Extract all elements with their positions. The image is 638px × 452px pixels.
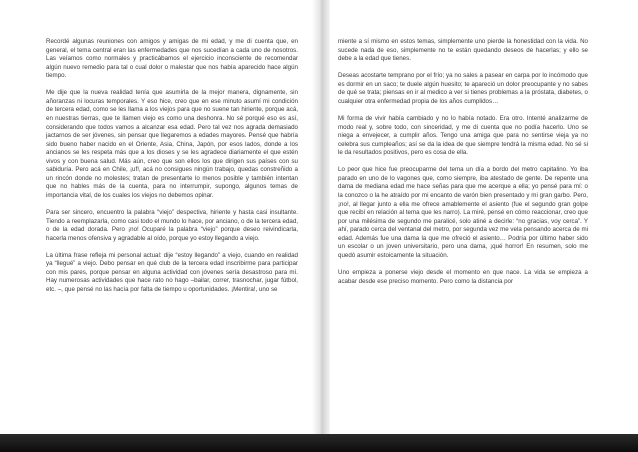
left-page: [46, 38, 298, 303]
paragraph: Uno empieza a ponerse viejo desde el momento en que nace. La vida se empieza a acabar desde ese preciso momento. Pero como la distancia por: [338, 268, 588, 285]
scan-bottom-edge: [0, 434, 638, 452]
paragraph: Para ser sincero, encuentro la palabra “viejo” despectiva, hiriente y hasta casi insultante. Tiendo a reemplazarla, como casi todo el mundo lo hace, por anciano, o de la tercera edad, o de la edad dorada. Pero ¡no! Ocuparé la palabra “viejo” porque deseo reivindicarla, hacerla menos ofensiva y agradable al oído, porque yo estoy llegando a viejo.: [46, 209, 298, 242]
paragraph: miente a sí mismo en estos temas, simplemente uno pierde la honestidad con la vida. No sucede nada de eso, simplemente no te están quedando deseos de hacerlas; y ello se debe a la edad que tienes.: [338, 38, 588, 63]
paragraph: Mi forma de vivir había cambiado y no lo había notado. Era otro. Intenté analizarme de modo real y, sobre todo, con sinceridad, y me di cuenta que no podía hacerlo. Uno se niega a envejecer, a cumplir años. Tengo una amiga que para no sentirse vieja ya no celebra sus cumpleaños; así se da la idea de que siempre tendrá la misma edad. No sé si le da resultados positivos, pero es cosa de ella.: [338, 115, 588, 157]
paragraph: Deseas acostarte temprano por el frío; ya no sales a pasear en carpa por lo incómodo que es dormir en un saco; te duele algún huesito; te apareció un dolor preocupante y no sabes de qué se trata; piensas en ir al medico a ver si tienes problemas a la próstata, diabetes, o cualquier otra enfermedad propia de los años cumplidos…: [338, 72, 588, 105]
paragraph: Recordé algunas reuniones con amigos y amigas de mi edad, y me di cuenta que, en general, el tema central eran las enfermedades que nos sucedían a cada uno de nosotros. Las veíamos como normales y practicábamos el ejercicio inconsciente de recomendar algún nuevo remedio para tal o cual dolor o malestar que nos había aparecido hace algún tiempo.: [46, 38, 298, 80]
right-page: [338, 38, 588, 295]
book-gutter: [312, 0, 330, 452]
paragraph: Lo peor que hice fue preocuparme del tema un día a bordo del metro capitalino. Yo iba parado en uno de lo vagones que, como siempre, iba atestado de gente. De repente una dama de mediana edad me hace señas para que me acerque a ella; yo pensé para mí: o la conozco o la he atraído por mi encanto de varón bien presentado y mi gran garbo. Pero, ¡no!, al llegar junto a ella me ofrece amablemente el asiento (fue el segundo gran golpe que recibí en relación al tema que les narro). La miré, pensé en cómo reaccionar, creo que por una milésima de segundo me paralicé, solo atiné a decirle: “no gracias, voy cerca”. Y ahí, parado cerca del ventanal del metro, por segunda vez me vela pensando acerca de mi edad. Además fue una dama la que me ofreció el asiento… Podría por último haber sido un escolar o un joven universitario, pero una dama, ¡qué horror! En resumen, solo me quedó asumir estoicamente la situación.: [338, 166, 588, 259]
paragraph: Me dije que la nueva realidad tenía que asumirla de la mejor manera, dignamente, sin añoranzas ni locuras temporales. Y eso hice, creo que en ese minuto asumí mi condición de tercera edad, como se les llama a los viejos para que no suene tan hiriente, porque acá, en nuestras tierras, que te llamen viejo es como una deshonra. No sé porqué eso es así, considerando que todos vamos a alcanzar esa edad. Pero tal vez nos agrada demasiado jactarnos de ser jóvenes, sin pensar que llegaremos a edades mayores. Pensé que habría sido bueno haber nacido en el Oriente, Asia, China, Japón, por esos lados, donde a los ancianos se les respeta más que a los dioses y se les agradece diariamente el que estén vivos y con buena salud. Más aún, creo que son ellos los que dirigen sus países con su sabiduría. Pero acá en Chile, ¡uf!, acá no consigues ningún trabajo, quedas constreñido a un rincón donde no molestes; tratan de presentarte lo menos posible y también intentan que no hables más de la cuenta, para no interrumpir, supongo, algunos temas de importancia vital, de los cuales los viejos no debemos opinar.: [46, 89, 298, 199]
paragraph: La última frase refleja mi personal actual: dije “estoy llegando” a viejo, cuando en realidad ya “llegué” a viejo. Debo pensar en qué club de la tercera edad inscribirme para participar con mis pares, porque pensar en alguna actividad con jóvenes sería desastroso para mí. Hay numerosas actividades que hace rato no hago –bailar, correr, trasnochar, jugar fútbol, etc. –, que pensé no las hacía por falta de tiempo u oportunidades. ¡Mentira!, uno se: [46, 251, 298, 293]
